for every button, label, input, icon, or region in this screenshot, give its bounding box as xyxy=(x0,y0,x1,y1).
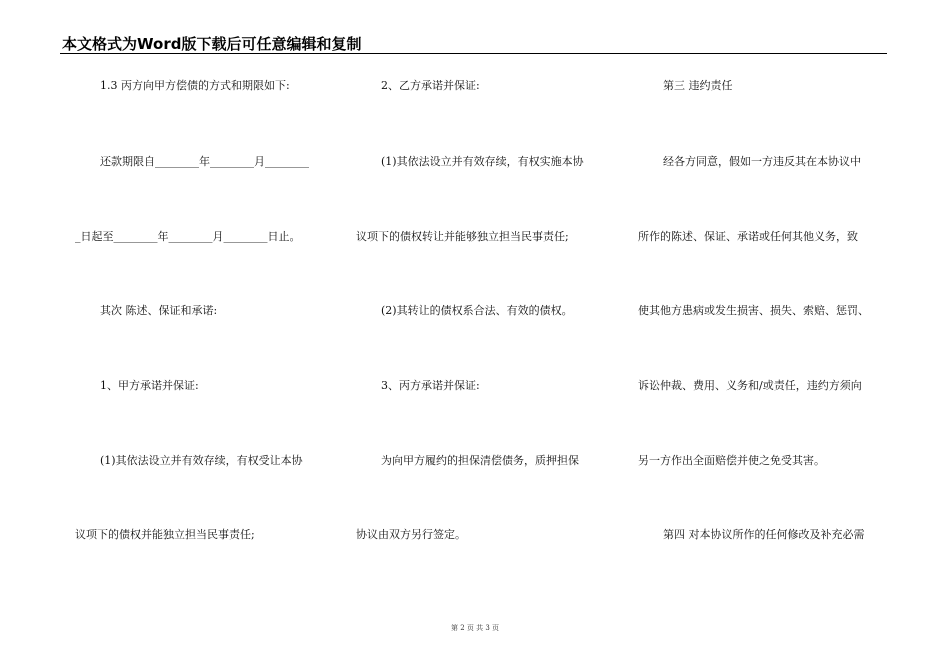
page-number: 第 2 页 共 3 页 xyxy=(450,624,500,632)
text-line: 3、丙方承诺并保证: xyxy=(381,379,480,392)
text-line: 议项下的债权并能独立担当民事责任; xyxy=(75,528,255,541)
text-line: 使其他方患病或发生损害、损失、索赔、惩罚、 xyxy=(638,304,869,317)
text-line: 第三 违约责任 xyxy=(663,79,733,92)
text-column-2 xyxy=(356,0,626,672)
text-line: 为向甲方履约的担保清偿债务，质押担保 xyxy=(381,454,579,467)
text-line: 所作的陈述、保证、承诺或任何其他义务，致 xyxy=(638,230,858,243)
text-line: 诉讼仲裁、费用、义务和/或责任，违约方须向 xyxy=(638,379,862,392)
text-line: 1.3 丙方向甲方偿债的方式和期限如下: xyxy=(100,79,290,92)
text-column-3 xyxy=(638,0,888,672)
text-line: 经各方同意，假如一方违反其在本协议中 xyxy=(663,155,861,168)
text-line: 2、乙方承诺并保证: xyxy=(381,79,480,92)
text-line: _日起至________年________月________日止。 xyxy=(75,230,301,243)
text-column-1 xyxy=(75,0,345,672)
text-line: 其次 陈述、保证和承诺: xyxy=(100,304,218,317)
text-line: (1)其依法设立并有效存续，有权实施本协 xyxy=(381,155,584,168)
text-line: 1、甲方承诺并保证: xyxy=(100,379,199,392)
text-line: (2)其转让的债权系合法、有效的债权。 xyxy=(381,304,573,317)
text-line: 协议由双方另行签定。 xyxy=(356,528,466,541)
text-line: 第四 对本协议所作的任何修改及补充必需 xyxy=(663,528,865,541)
text-line: (1)其依法设立并有效存续，有权受让本协 xyxy=(100,454,303,467)
text-line: 议项下的债权转让并能够独立担当民事责任; xyxy=(356,230,569,243)
text-line: 另一方作出全面赔偿并使之免受其害。 xyxy=(638,454,825,467)
text-line: 还款期限自________年________月________ xyxy=(100,155,309,168)
page-header-title: 本文格式为Word版下载后可任意编辑和复制 xyxy=(62,35,362,53)
